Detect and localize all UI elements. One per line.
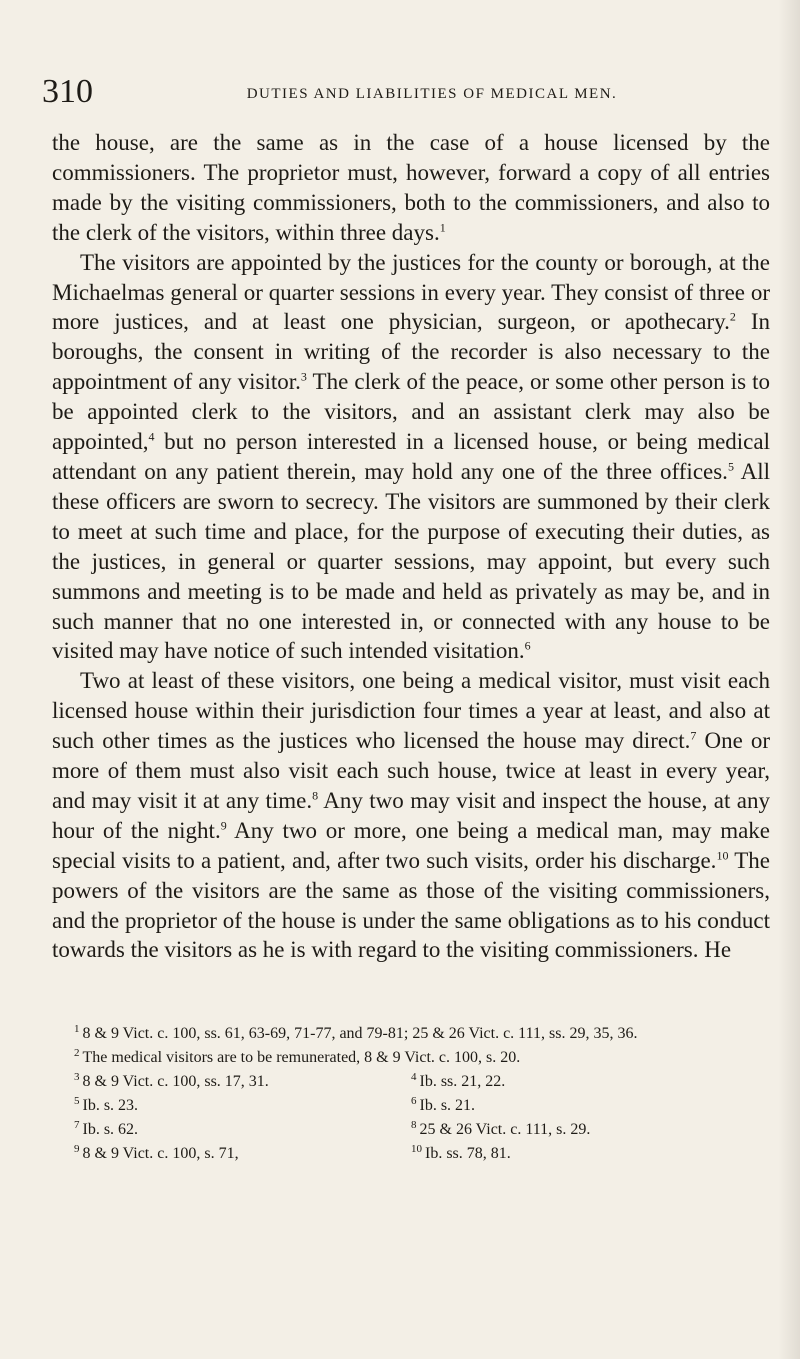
paragraph-text: Any two may visit and inspect the house, at any hour of the night. xyxy=(52,787,770,843)
running-head: DUTIES AND LIABILITIES OF MEDICAL MEN. xyxy=(246,86,618,102)
paragraph xyxy=(52,248,770,667)
footnote-5: $^5$ Ib. s. 23. xyxy=(74,1094,139,1114)
footnote-1: $^1$ 8 & 9 Vict. c. 100, ss. 61, 63-69, 71-77, and 79-81; 25 & 26 Vict. c. 111, ss. 29, 35, 36. xyxy=(74,1022,638,1042)
body-text xyxy=(52,128,770,965)
paragraph-text: The visitors are appointed by the justices for the county or borough, at the Michaelmas general or quarter sessions in every year. They consist of three or more justices, and at least one physician, surgeon, or apothecary. xyxy=(52,249,770,335)
paragraph-text: In boroughs, the consent in writing of the recorder is also necessary to the appointment of any visitor. xyxy=(52,309,770,395)
footnote-7: $^7$ Ib. s. 62. xyxy=(74,1118,139,1138)
paragraph-text: Any two or more, one being a medical man, may make special visits to a patient, and, after two such visits, order his discharge. xyxy=(52,817,771,873)
footnote-10: $^{10}$ Ib. ss. 78, 81. xyxy=(411,1142,511,1162)
paragraph xyxy=(52,128,770,248)
paragraph-text: The powers of the visitors are the same as those of the visiting commissioners, and the proprietor of the house is under the same obligations as to his conduct towards the visitors as he is with regard to the visiting commissioners. He xyxy=(52,847,771,963)
paragraph-text: One or more of them must also visit each such house, twice at least in every year, and may visit it at any time. xyxy=(52,728,770,813)
footnote-reference: 8 xyxy=(312,788,319,803)
paragraph-text: All these officers are sworn to secrecy. The visitors are summoned by their clerk to meet at such time and place, for the purpose of executing their duties, as the justices, in general or quarter sessions, may appoint, but every such summons and meeting is to be made and held as privately as may be, and in such manner that no one interested in, or connected with any house to be visited may have notice of such intended visitation. xyxy=(52,458,770,664)
footnote-row xyxy=(52,1094,770,1118)
footnote-4: $^4$ Ib. ss. 21, 22. xyxy=(411,1070,506,1090)
page-number: 310 xyxy=(42,73,93,110)
footnote-reference: 9 xyxy=(220,818,227,833)
footnote-reference: 10 xyxy=(716,848,729,863)
paragraph xyxy=(52,666,770,965)
footnote-reference: 6 xyxy=(524,638,531,653)
page-header xyxy=(42,72,772,112)
footnote-reference: 4 xyxy=(148,429,155,444)
page-edge-shadow xyxy=(778,0,800,1359)
paragraph-text: Two at least of these visitors, one being a medical visitor, must visit each licensed house within their jurisdiction four times a year at least, and also at such other times as the justices who licensed the house may direct. xyxy=(52,668,770,754)
footnote-row xyxy=(52,1070,770,1094)
footnote-reference: 2 xyxy=(729,309,736,324)
footnote-9: $^9$ 8 & 9 Vict. c. 100, s. 71, xyxy=(74,1142,239,1162)
footnote-row xyxy=(52,1142,770,1166)
paragraph-text: the house, are the same as in the case of a house licensed by the commissioners. The proprietor must, however, forward a copy of all entries made by the visiting commissioners, both to the commissioners, and also to the clerk of the visitors, within three days. xyxy=(52,130,770,245)
footnote-reference: 3 xyxy=(300,369,307,384)
paragraph-text: The clerk of the peace, or some other person is to be appointed clerk to the visitors, and an assistant clerk may also be appointed, xyxy=(52,369,770,455)
paragraph-text: but no person interested in a licensed house, or being medical attendant on any patient therein, may hold any one of the three offices. xyxy=(52,429,770,484)
footnote-reference: 7 xyxy=(690,728,697,743)
footnote-3: $^3$ 8 & 9 Vict. c. 100, ss. 17, 31. xyxy=(74,1070,269,1090)
footnote-2: $^2$ The medical visitors are to be remunerated, 8 & 9 Vict. c. 100, s. 20. xyxy=(74,1046,521,1066)
footnote-row xyxy=(52,1118,770,1142)
footnote-reference: 5 xyxy=(727,459,734,474)
footnotes xyxy=(52,1022,770,1166)
footnote-reference: 1 xyxy=(439,220,446,235)
footnote-6: $^6$ Ib. s. 21. xyxy=(411,1094,476,1114)
footnote-8: $^8$ 25 & 26 Vict. c. 111, s. 29. xyxy=(411,1118,591,1138)
